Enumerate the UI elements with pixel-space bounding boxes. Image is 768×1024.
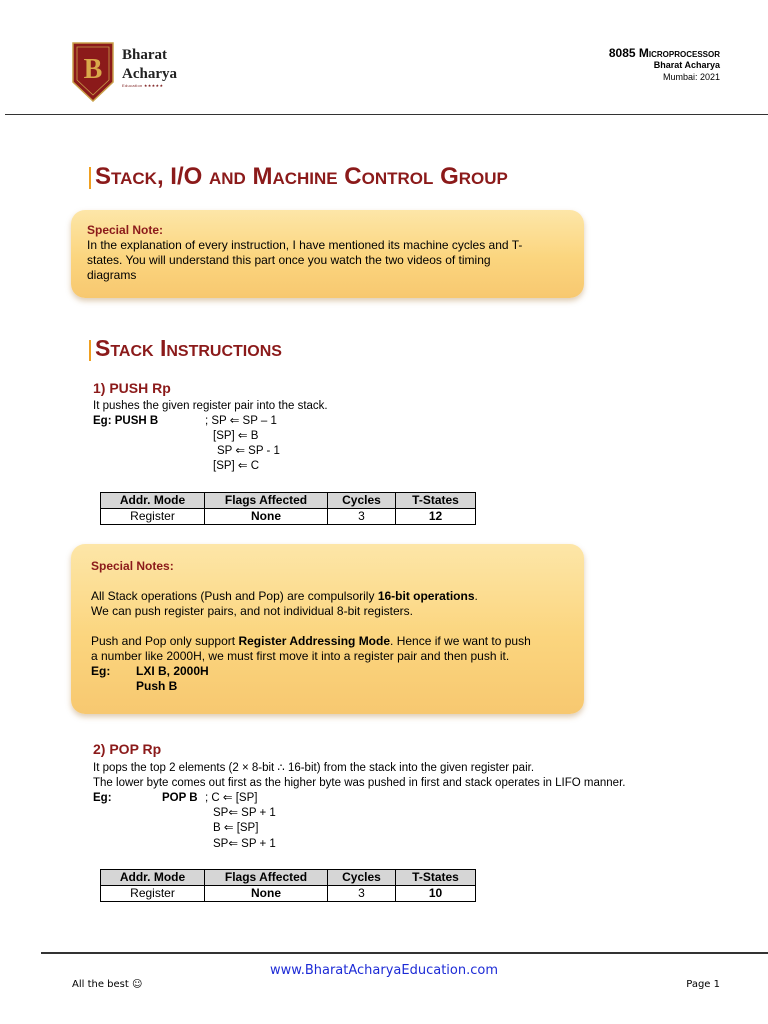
note-paragraph: We can push register pairs, and not individual 8-bit registers. (91, 604, 413, 618)
header-cell: Cycles (328, 493, 396, 509)
table-cell: Register (101, 509, 205, 525)
pop-op: SP⇐ SP + 1 (213, 838, 276, 850)
note-bold-text: 16-bit operations (377, 589, 475, 603)
header-author: Bharat Acharya (653, 60, 720, 70)
header-cell: Flags Affected (205, 493, 328, 509)
push-description: It pushes the given register pair into the stack. (93, 400, 328, 412)
note-example-line: LXI B, 2000H (136, 664, 209, 678)
note-bold-text: Register Addressing Mode (238, 634, 391, 648)
note-paragraph: a number like 2000H, we must first move it into a register pair and then push it. (91, 649, 510, 663)
header-title: 8085 Microprocessor (608, 46, 720, 60)
header-date: Mumbai: 2021 (662, 72, 720, 82)
push-heading: 1) PUSH Rp (93, 380, 171, 396)
section-title: Stack Instructions (95, 335, 282, 361)
header-cell: T-States (396, 870, 476, 886)
table-cell: None (205, 886, 328, 902)
note-example (91, 664, 581, 679)
footer-message: All the best ☺ (72, 979, 143, 990)
note-paragraph (91, 634, 581, 649)
note-text: . Hence if we want to push (390, 634, 531, 648)
push-op: [SP] ⇐ C (213, 460, 260, 472)
section-accent-bar (89, 340, 91, 361)
page-title: Stack, I/O and Machine Control Group (95, 163, 508, 190)
note-example-label: Eg: (91, 664, 111, 678)
logo-name (122, 46, 177, 84)
pop-heading: 2) POP Rp (93, 741, 162, 757)
footer-website-link[interactable]: www.BharatAcharyaEducation.com (269, 963, 498, 978)
header-cell: Addr. Mode (101, 493, 205, 509)
table-cell: 12 (396, 509, 476, 525)
header-divider (5, 114, 768, 115)
footer-divider (41, 952, 768, 954)
note-text: . (474, 589, 478, 603)
pop-op: SP⇐ SP + 1 (213, 807, 276, 819)
push-info-table (100, 492, 476, 525)
note-example-line: Push B (136, 679, 178, 693)
document-header (609, 47, 720, 83)
push-op: SP ⇐ SP - 1 (217, 445, 280, 457)
pop-op: B ⇐ [SP] (213, 822, 259, 834)
logo-name-line2: Acharya (122, 66, 177, 82)
push-example-label: Eg: PUSH B (93, 415, 159, 427)
table-header-row (101, 870, 476, 886)
header-cell: T-States (396, 493, 476, 509)
special-note-box (71, 210, 584, 298)
page-number: Page 1 (686, 979, 720, 990)
note-text: Push and Pop only support (91, 634, 239, 648)
logo-name-line1: Bharat (122, 47, 167, 63)
header-cell: Cycles (328, 870, 396, 886)
header-cell: Addr. Mode (101, 870, 205, 886)
note-example (91, 679, 581, 694)
table-cell: 10 (396, 886, 476, 902)
logo-shield-icon (72, 42, 114, 102)
pop-example-instr: POP B (162, 792, 198, 804)
special-note-line: states. You will understand this part once you watch the two videos of timing (87, 253, 491, 267)
table-cell: Register (101, 886, 205, 902)
table-row (101, 886, 476, 902)
special-notes-title: Special Notes: (91, 559, 174, 573)
push-op: [SP] ⇐ B (213, 430, 259, 442)
pop-example-label: Eg: (93, 792, 112, 804)
push-op: ; SP ⇐ SP – 1 (205, 415, 277, 427)
header-cell: Flags Affected (205, 870, 328, 886)
pop-description: It pops the top 2 elements (2 × 8-bit ∴ 16-bit) from the stack into the given register pair. (93, 762, 535, 774)
special-note-title: Special Note: (87, 223, 164, 237)
special-note-line: diagrams (87, 268, 137, 282)
pop-op: ; C ⇐ [SP] (205, 792, 258, 804)
table-cell: 3 (328, 886, 396, 902)
pop-description: The lower byte comes out first as the higher byte was pushed in first and stack operates in LIFO manner. (93, 777, 626, 789)
note-text: All Stack operations (Push and Pop) are compulsorily (91, 589, 378, 603)
table-header-row (101, 493, 476, 509)
logo-subtitle: Education ★★★★★ (122, 83, 164, 88)
special-notes-box (71, 544, 584, 714)
logo-letter: B (83, 54, 103, 85)
table-cell: 3 (328, 509, 396, 525)
pop-info-table (100, 869, 476, 902)
special-note-line: In the explanation of every instruction, I have mentioned its machine cycles and T- (87, 238, 523, 252)
table-row (101, 509, 476, 525)
table-cell: None (205, 509, 328, 525)
note-paragraph (91, 589, 581, 604)
title-accent-bar (89, 167, 91, 189)
